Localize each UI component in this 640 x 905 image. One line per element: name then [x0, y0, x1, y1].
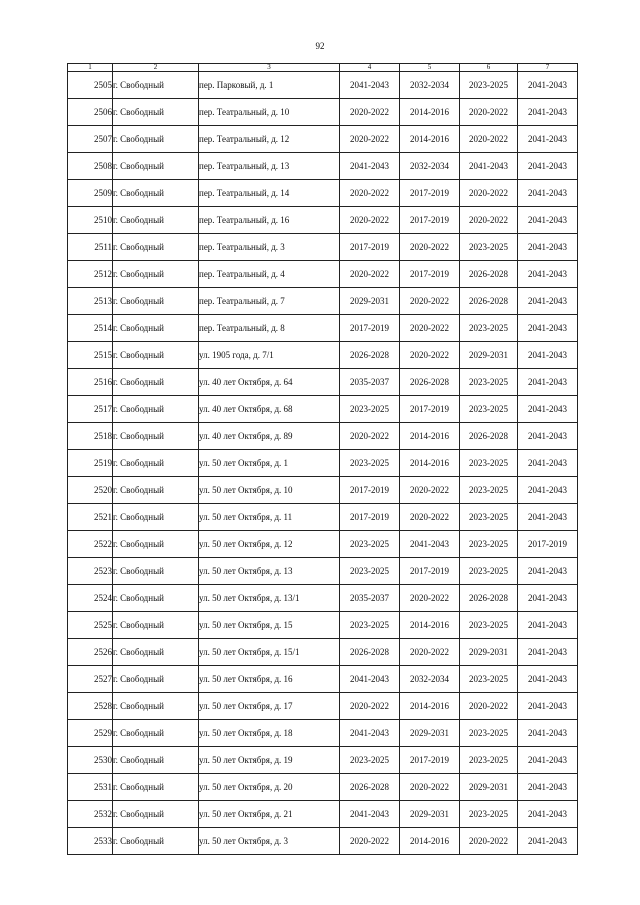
period-col-7-cell: 2041-2043 [518, 747, 578, 774]
table-row [68, 693, 578, 720]
period-col-4-cell: 2023-2025 [340, 747, 400, 774]
period-col-6-cell: 2020-2022 [460, 828, 518, 855]
city-cell: г. Свободный [113, 396, 199, 423]
period-col-4-cell: 2041-2043 [340, 801, 400, 828]
column-number-6: 6 [460, 64, 518, 72]
period-col-6-cell: 2020-2022 [460, 180, 518, 207]
period-col-6-cell: 2041-2043 [460, 153, 518, 180]
city-cell: г. Свободный [113, 585, 199, 612]
row-number-cell: 2522 [68, 531, 113, 558]
period-col-7-cell: 2041-2043 [518, 180, 578, 207]
period-col-7-cell: 2041-2043 [518, 288, 578, 315]
city-cell: г. Свободный [113, 477, 199, 504]
city-cell: г. Свободный [113, 153, 199, 180]
table-row [68, 180, 578, 207]
period-col-4-cell: 2023-2025 [340, 612, 400, 639]
table-row [68, 558, 578, 585]
period-col-7-cell: 2041-2043 [518, 99, 578, 126]
period-col-5-cell: 2014-2016 [400, 126, 460, 153]
row-number-cell: 2511 [68, 234, 113, 261]
address-cell: ул. 50 лет Октября, д. 3 [199, 828, 340, 855]
address-cell: ул. 50 лет Октября, д. 1 [199, 450, 340, 477]
period-col-4-cell: 2017-2019 [340, 477, 400, 504]
period-col-5-cell: 2017-2019 [400, 207, 460, 234]
period-col-4-cell: 2026-2028 [340, 342, 400, 369]
period-col-7-cell: 2041-2043 [518, 72, 578, 99]
column-number-4: 4 [340, 64, 400, 72]
period-col-5-cell: 2029-2031 [400, 720, 460, 747]
period-col-4-cell: 2041-2043 [340, 720, 400, 747]
column-number-5: 5 [400, 64, 460, 72]
row-number-cell: 2531 [68, 774, 113, 801]
period-col-6-cell: 2020-2022 [460, 126, 518, 153]
table-row [68, 450, 578, 477]
period-col-5-cell: 2014-2016 [400, 828, 460, 855]
period-col-6-cell: 2023-2025 [460, 747, 518, 774]
table-body [68, 72, 578, 855]
address-cell: ул. 50 лет Октября, д. 12 [199, 531, 340, 558]
city-cell: г. Свободный [113, 369, 199, 396]
table-row [68, 828, 578, 855]
row-number-cell: 2533 [68, 828, 113, 855]
period-col-4-cell: 2020-2022 [340, 99, 400, 126]
period-col-7-cell: 2041-2043 [518, 774, 578, 801]
address-cell: пер. Театральный, д. 16 [199, 207, 340, 234]
address-cell: ул. 50 лет Октября, д. 13 [199, 558, 340, 585]
column-number-3: 3 [199, 64, 340, 72]
period-col-4-cell: 2035-2037 [340, 369, 400, 396]
row-number-cell: 2528 [68, 693, 113, 720]
period-col-5-cell: 2032-2034 [400, 72, 460, 99]
period-col-7-cell: 2041-2043 [518, 693, 578, 720]
address-cell: ул. 50 лет Октября, д. 15/1 [199, 639, 340, 666]
city-cell: г. Свободный [113, 315, 199, 342]
period-col-4-cell: 2023-2025 [340, 531, 400, 558]
period-col-7-cell: 2041-2043 [518, 720, 578, 747]
period-col-5-cell: 2026-2028 [400, 369, 460, 396]
period-col-6-cell: 2023-2025 [460, 477, 518, 504]
table-row [68, 477, 578, 504]
period-col-5-cell: 2020-2022 [400, 234, 460, 261]
period-col-4-cell: 2023-2025 [340, 396, 400, 423]
table-row [68, 774, 578, 801]
period-col-5-cell: 2017-2019 [400, 558, 460, 585]
period-col-5-cell: 2014-2016 [400, 99, 460, 126]
address-cell: пер. Театральный, д. 3 [199, 234, 340, 261]
period-col-7-cell: 2041-2043 [518, 801, 578, 828]
address-cell: ул. 40 лет Октября, д. 68 [199, 396, 340, 423]
table-row [68, 342, 578, 369]
address-cell: пер. Театральный, д. 14 [199, 180, 340, 207]
row-number-cell: 2519 [68, 450, 113, 477]
period-col-5-cell: 2020-2022 [400, 639, 460, 666]
period-col-7-cell: 2041-2043 [518, 369, 578, 396]
table-header [68, 64, 578, 72]
period-col-5-cell: 2014-2016 [400, 612, 460, 639]
column-number-1: 1 [68, 64, 113, 72]
table-row [68, 720, 578, 747]
period-col-5-cell: 2014-2016 [400, 423, 460, 450]
row-number-cell: 2525 [68, 612, 113, 639]
address-cell: пер. Театральный, д. 7 [199, 288, 340, 315]
period-col-7-cell: 2041-2043 [518, 639, 578, 666]
table-row [68, 72, 578, 99]
period-col-5-cell: 2020-2022 [400, 585, 460, 612]
period-col-7-cell: 2041-2043 [518, 585, 578, 612]
period-col-7-cell: 2041-2043 [518, 234, 578, 261]
period-col-6-cell: 2023-2025 [460, 234, 518, 261]
table-row [68, 639, 578, 666]
period-col-5-cell: 2020-2022 [400, 315, 460, 342]
row-number-cell: 2516 [68, 369, 113, 396]
row-number-cell: 2512 [68, 261, 113, 288]
period-col-4-cell: 2041-2043 [340, 666, 400, 693]
city-cell: г. Свободный [113, 801, 199, 828]
table-row [68, 396, 578, 423]
period-col-5-cell: 2020-2022 [400, 774, 460, 801]
city-cell: г. Свободный [113, 504, 199, 531]
row-number-cell: 2518 [68, 423, 113, 450]
period-col-4-cell: 2017-2019 [340, 504, 400, 531]
table-row [68, 801, 578, 828]
period-col-6-cell: 2026-2028 [460, 423, 518, 450]
period-col-7-cell: 2041-2043 [518, 396, 578, 423]
period-col-7-cell: 2041-2043 [518, 504, 578, 531]
period-col-6-cell: 2023-2025 [460, 504, 518, 531]
table-row [68, 585, 578, 612]
period-col-4-cell: 2020-2022 [340, 261, 400, 288]
period-col-4-cell: 2023-2025 [340, 450, 400, 477]
address-cell: пер. Театральный, д. 8 [199, 315, 340, 342]
address-cell: пер. Театральный, д. 4 [199, 261, 340, 288]
period-col-5-cell: 2020-2022 [400, 342, 460, 369]
city-cell: г. Свободный [113, 207, 199, 234]
address-cell: ул. 50 лет Октября, д. 13/1 [199, 585, 340, 612]
table-row [68, 288, 578, 315]
period-col-6-cell: 2026-2028 [460, 585, 518, 612]
period-col-4-cell: 2026-2028 [340, 774, 400, 801]
period-col-4-cell: 2041-2043 [340, 72, 400, 99]
period-col-6-cell: 2026-2028 [460, 261, 518, 288]
period-col-7-cell: 2041-2043 [518, 666, 578, 693]
row-number-cell: 2524 [68, 585, 113, 612]
table-row [68, 504, 578, 531]
period-col-7-cell: 2041-2043 [518, 450, 578, 477]
row-number-cell: 2508 [68, 153, 113, 180]
column-number-7: 7 [518, 64, 578, 72]
table-row [68, 234, 578, 261]
city-cell: г. Свободный [113, 531, 199, 558]
period-col-6-cell: 2026-2028 [460, 288, 518, 315]
city-cell: г. Свободный [113, 693, 199, 720]
row-number-cell: 2521 [68, 504, 113, 531]
registry-table [67, 63, 578, 855]
period-col-6-cell: 2023-2025 [460, 666, 518, 693]
period-col-7-cell: 2017-2019 [518, 531, 578, 558]
period-col-6-cell: 2020-2022 [460, 693, 518, 720]
address-cell: ул. 50 лет Октября, д. 17 [199, 693, 340, 720]
period-col-5-cell: 2020-2022 [400, 288, 460, 315]
period-col-6-cell: 2023-2025 [460, 801, 518, 828]
period-col-4-cell: 2041-2043 [340, 153, 400, 180]
address-cell: пер. Театральный, д. 13 [199, 153, 340, 180]
address-cell: пер. Театральный, д. 10 [199, 99, 340, 126]
row-number-cell: 2526 [68, 639, 113, 666]
period-col-5-cell: 2017-2019 [400, 747, 460, 774]
period-col-5-cell: 2032-2034 [400, 153, 460, 180]
table-row [68, 99, 578, 126]
table-row [68, 531, 578, 558]
address-cell: ул. 40 лет Октября, д. 89 [199, 423, 340, 450]
period-col-7-cell: 2041-2043 [518, 612, 578, 639]
period-col-5-cell: 2032-2034 [400, 666, 460, 693]
city-cell: г. Свободный [113, 261, 199, 288]
city-cell: г. Свободный [113, 180, 199, 207]
period-col-7-cell: 2041-2043 [518, 558, 578, 585]
period-col-7-cell: 2041-2043 [518, 126, 578, 153]
row-number-cell: 2507 [68, 126, 113, 153]
period-col-6-cell: 2023-2025 [460, 315, 518, 342]
city-cell: г. Свободный [113, 747, 199, 774]
period-col-6-cell: 2029-2031 [460, 639, 518, 666]
period-col-7-cell: 2041-2043 [518, 153, 578, 180]
city-cell: г. Свободный [113, 558, 199, 585]
period-col-7-cell: 2041-2043 [518, 342, 578, 369]
row-number-cell: 2532 [68, 801, 113, 828]
address-cell: ул. 50 лет Октября, д. 20 [199, 774, 340, 801]
row-number-cell: 2513 [68, 288, 113, 315]
row-number-cell: 2527 [68, 666, 113, 693]
row-number-cell: 2517 [68, 396, 113, 423]
city-cell: г. Свободный [113, 720, 199, 747]
period-col-5-cell: 2014-2016 [400, 450, 460, 477]
city-cell: г. Свободный [113, 72, 199, 99]
row-number-cell: 2510 [68, 207, 113, 234]
table-row [68, 747, 578, 774]
period-col-6-cell: 2029-2031 [460, 774, 518, 801]
table-row [68, 423, 578, 450]
period-col-4-cell: 2017-2019 [340, 234, 400, 261]
period-col-4-cell: 2026-2028 [340, 639, 400, 666]
period-col-4-cell: 2020-2022 [340, 828, 400, 855]
column-number-2: 2 [113, 64, 199, 72]
city-cell: г. Свободный [113, 774, 199, 801]
row-number-cell: 2514 [68, 315, 113, 342]
row-number-cell: 2529 [68, 720, 113, 747]
address-cell: ул. 50 лет Октября, д. 21 [199, 801, 340, 828]
address-cell: ул. 50 лет Октября, д. 11 [199, 504, 340, 531]
row-number-cell: 2523 [68, 558, 113, 585]
period-col-6-cell: 2020-2022 [460, 99, 518, 126]
period-col-4-cell: 2020-2022 [340, 207, 400, 234]
city-cell: г. Свободный [113, 234, 199, 261]
address-cell: ул. 50 лет Октября, д. 18 [199, 720, 340, 747]
period-col-4-cell: 2020-2022 [340, 180, 400, 207]
address-cell: ул. 50 лет Октября, д. 15 [199, 612, 340, 639]
period-col-7-cell: 2041-2043 [518, 828, 578, 855]
table-row [68, 153, 578, 180]
address-cell: ул. 50 лет Октября, д. 19 [199, 747, 340, 774]
row-number-cell: 2520 [68, 477, 113, 504]
row-number-cell: 2506 [68, 99, 113, 126]
row-number-cell: 2509 [68, 180, 113, 207]
period-col-6-cell: 2023-2025 [460, 369, 518, 396]
city-cell: г. Свободный [113, 450, 199, 477]
period-col-4-cell: 2020-2022 [340, 126, 400, 153]
period-col-5-cell: 2020-2022 [400, 504, 460, 531]
period-col-5-cell: 2020-2022 [400, 477, 460, 504]
period-col-7-cell: 2041-2043 [518, 423, 578, 450]
period-col-5-cell: 2041-2043 [400, 531, 460, 558]
period-col-6-cell: 2020-2022 [460, 207, 518, 234]
city-cell: г. Свободный [113, 666, 199, 693]
period-col-6-cell: 2023-2025 [460, 396, 518, 423]
table-row [68, 126, 578, 153]
page-number: 92 [315, 41, 325, 51]
city-cell: г. Свободный [113, 612, 199, 639]
table-row [68, 261, 578, 288]
period-col-7-cell: 2041-2043 [518, 477, 578, 504]
period-col-5-cell: 2017-2019 [400, 180, 460, 207]
row-number-cell: 2530 [68, 747, 113, 774]
city-cell: г. Свободный [113, 423, 199, 450]
period-col-5-cell: 2017-2019 [400, 396, 460, 423]
period-col-7-cell: 2041-2043 [518, 261, 578, 288]
city-cell: г. Свободный [113, 639, 199, 666]
city-cell: г. Свободный [113, 126, 199, 153]
city-cell: г. Свободный [113, 342, 199, 369]
period-col-4-cell: 2017-2019 [340, 315, 400, 342]
period-col-6-cell: 2023-2025 [460, 612, 518, 639]
period-col-7-cell: 2041-2043 [518, 207, 578, 234]
period-col-6-cell: 2023-2025 [460, 450, 518, 477]
header-row [68, 64, 578, 72]
period-col-4-cell: 2020-2022 [340, 423, 400, 450]
period-col-4-cell: 2035-2037 [340, 585, 400, 612]
address-cell: ул. 50 лет Октября, д. 10 [199, 477, 340, 504]
address-cell: пер. Театральный, д. 12 [199, 126, 340, 153]
address-cell: ул. 1905 года, д. 7/1 [199, 342, 340, 369]
address-cell: ул. 50 лет Октября, д. 16 [199, 666, 340, 693]
table-row [68, 207, 578, 234]
address-cell: ул. 40 лет Октября, д. 64 [199, 369, 340, 396]
period-col-6-cell: 2023-2025 [460, 558, 518, 585]
table-row [68, 369, 578, 396]
period-col-6-cell: 2023-2025 [460, 531, 518, 558]
period-col-6-cell: 2023-2025 [460, 72, 518, 99]
address-cell: пер. Парковый, д. 1 [199, 72, 340, 99]
city-cell: г. Свободный [113, 828, 199, 855]
table-row [68, 315, 578, 342]
period-col-6-cell: 2029-2031 [460, 342, 518, 369]
city-cell: г. Свободный [113, 288, 199, 315]
period-col-6-cell: 2023-2025 [460, 720, 518, 747]
period-col-4-cell: 2020-2022 [340, 693, 400, 720]
city-cell: г. Свободный [113, 99, 199, 126]
period-col-4-cell: 2029-2031 [340, 288, 400, 315]
period-col-5-cell: 2017-2019 [400, 261, 460, 288]
table-row [68, 612, 578, 639]
period-col-5-cell: 2029-2031 [400, 801, 460, 828]
period-col-5-cell: 2014-2016 [400, 693, 460, 720]
period-col-7-cell: 2041-2043 [518, 315, 578, 342]
table-row [68, 666, 578, 693]
period-col-4-cell: 2023-2025 [340, 558, 400, 585]
row-number-cell: 2515 [68, 342, 113, 369]
row-number-cell: 2505 [68, 72, 113, 99]
